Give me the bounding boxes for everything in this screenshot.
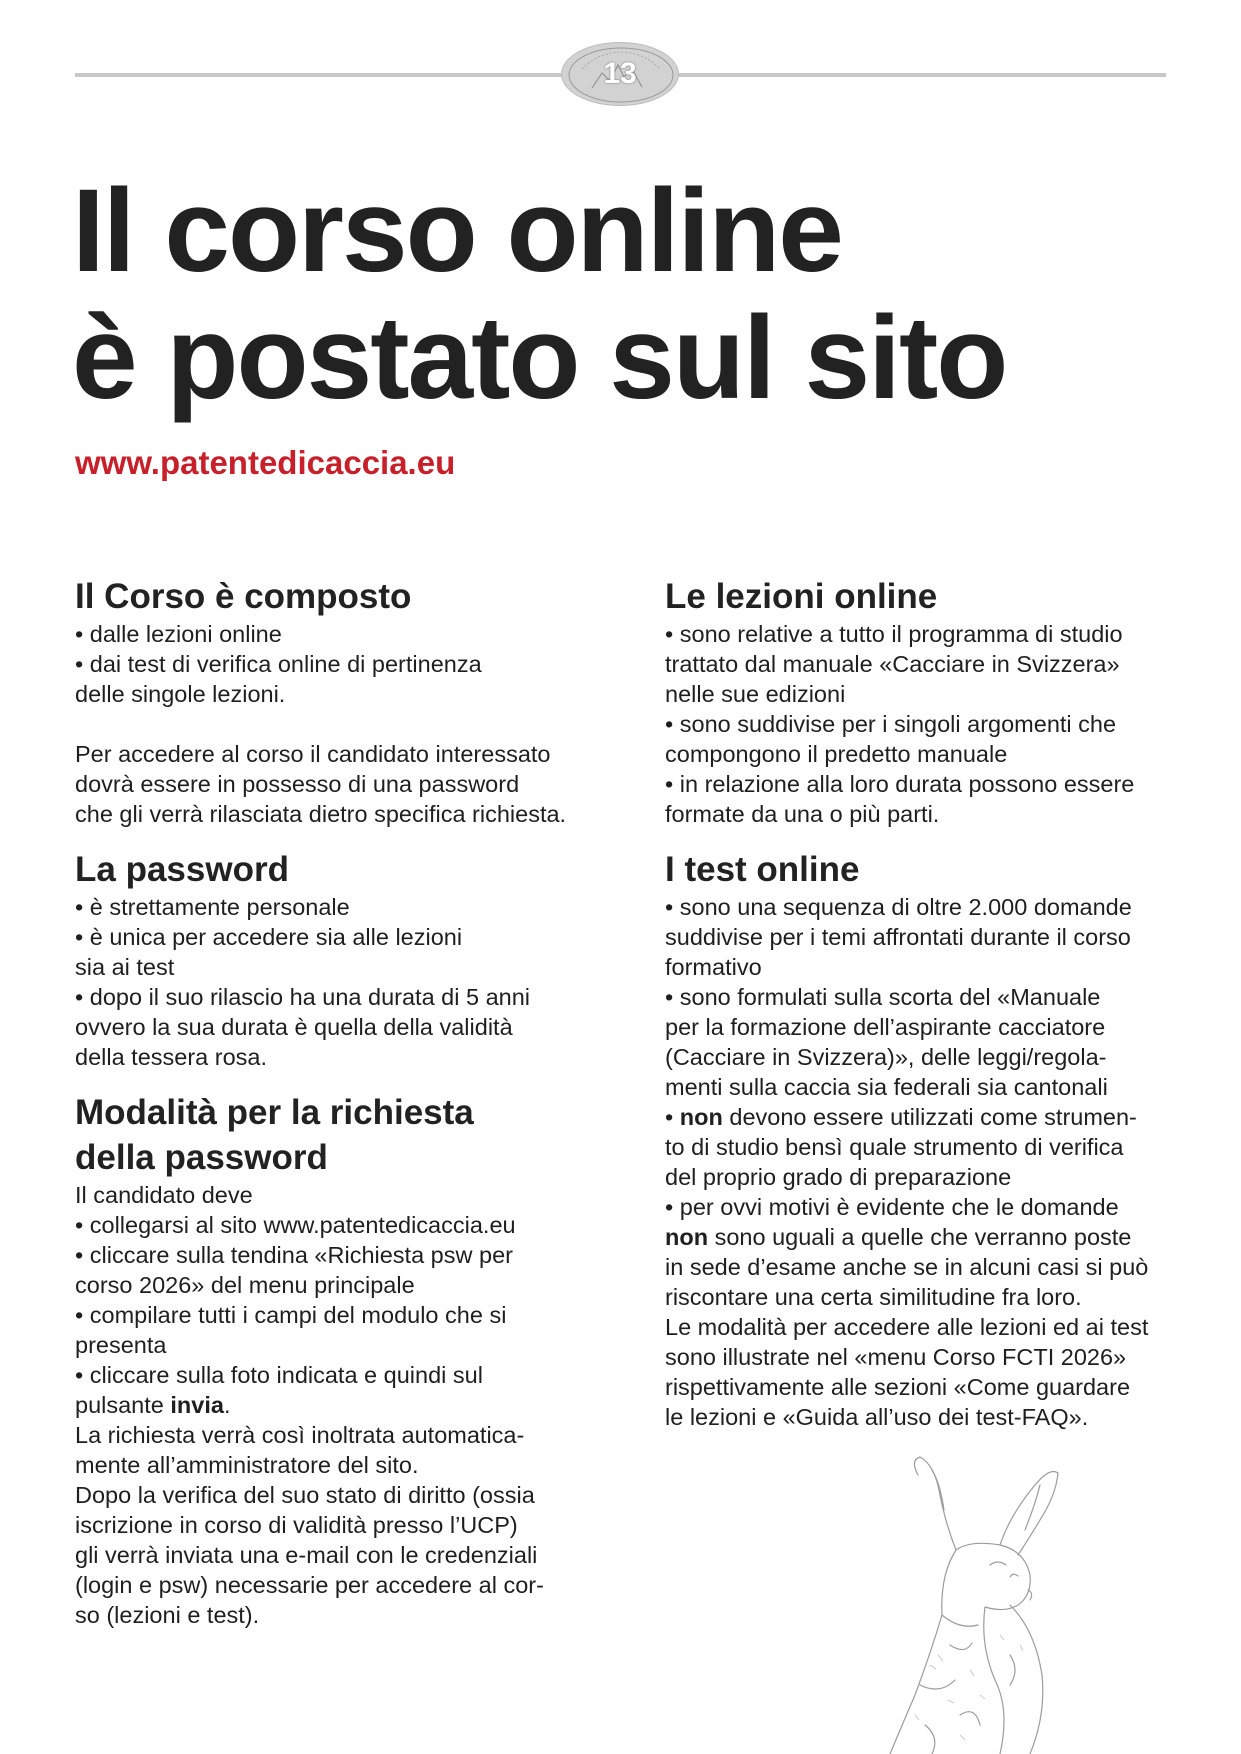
- list-item-continued: presenta: [75, 1332, 167, 1358]
- text-run: pulsante: [75, 1392, 171, 1418]
- list-item: • dopo il suo rilascio ha una durata di 5 anni: [75, 984, 531, 1010]
- text-run: .: [223, 1392, 231, 1418]
- site-url-link[interactable]: www.patentedicaccia.eu: [75, 444, 456, 481]
- list-item: • è strettamente personale: [75, 894, 350, 920]
- title-line-1: Il corso online: [72, 165, 842, 297]
- list-item-continued: sia ai test: [75, 954, 175, 980]
- paragraph-line: gli verrà inviata una e-mail con le credenziali: [75, 1542, 538, 1568]
- list-item-continued: ovvero la sua durata è quella della validità: [75, 1014, 513, 1040]
- list-item: • sono formulati sulla scorta del «Manuale: [665, 984, 1101, 1010]
- right-column: [665, 574, 1185, 1432]
- page-number-badge: [561, 42, 679, 106]
- list-item-continued: in sede d’esame anche se in alcuni casi si può: [665, 1254, 1149, 1280]
- list-item-continued: [665, 1222, 1185, 1252]
- left-column: [75, 574, 615, 1630]
- paragraph-line: sono illustrate nel «menu Corso FCTI 2026»: [665, 1344, 1127, 1370]
- title-line-2: è postato sul sito: [72, 292, 1007, 424]
- list-item: • dai test di verifica online di pertinenza: [75, 651, 482, 677]
- hare-sketch-icon: [860, 1455, 1140, 1754]
- list-item: • è unica per accedere sia alle lezioni: [75, 924, 463, 950]
- list-item-continued: compongono il predetto manuale: [665, 741, 1008, 767]
- paragraph-line: Per accedere al corso il candidato interessato: [75, 741, 551, 767]
- list-item-continued: (Cacciare in Svizzera)», delle leggi/regola-: [665, 1044, 1107, 1070]
- list-item-continued: delle singole lezioni.: [75, 681, 286, 707]
- list-item: • in relazione alla loro durata possono essere: [665, 771, 1135, 797]
- section-heading-corso: Il Corso è composto: [75, 577, 412, 616]
- text-run: •: [665, 1104, 680, 1130]
- list-item-continued: trattato dal manuale «Cacciare in Svizzera»: [665, 651, 1120, 677]
- list-item: • sono suddivise per i singoli argomenti che: [665, 711, 1117, 737]
- section-heading-modalita-line-1: Modalità per la richiesta: [75, 1093, 474, 1132]
- paragraph-line: Le modalità per accedere alle lezioni ed ai test: [665, 1314, 1149, 1340]
- list-item: [665, 1102, 1185, 1132]
- list-item: • cliccare sulla foto indicata e quindi sul: [75, 1362, 483, 1388]
- list-item-continued: menti sulla caccia sia federali sia cantonali: [665, 1074, 1108, 1100]
- paragraph-line: rispettivamente alle sezioni «Come guardare: [665, 1374, 1131, 1400]
- paragraph-line: (login e psw) necessarie per accedere al cor-: [75, 1572, 544, 1598]
- list-item-continued: della tessera rosa.: [75, 1044, 268, 1070]
- text-run: sono uguali a quelle che verranno poste: [708, 1224, 1132, 1250]
- list-item: • dalle lezioni online: [75, 621, 282, 647]
- list-item: • compilare tutti i campi del modulo che si: [75, 1302, 507, 1328]
- paragraph-line: Il candidato deve: [75, 1182, 253, 1208]
- list-item: • per ovvi motivi è evidente che le domande: [665, 1194, 1119, 1220]
- bold-text-invia: invia: [170, 1392, 224, 1418]
- section-heading-password: La password: [75, 850, 289, 889]
- list-item-continued: suddivise per i temi affrontati durante il corso: [665, 924, 1131, 950]
- list-item-continued: to di studio bensì quale strumento di verifica: [665, 1134, 1124, 1160]
- bold-text-non: non: [679, 1104, 723, 1130]
- list-item-continued: del proprio grado di preparazione: [665, 1164, 1012, 1190]
- paragraph-line: dovrà essere in possesso di una password: [75, 771, 520, 797]
- section-heading-test: I test online: [665, 850, 860, 889]
- list-item: • cliccare sulla tendina «Richiesta psw per: [75, 1242, 513, 1268]
- list-item-continued: [75, 1390, 615, 1420]
- section-heading-modalita-line-2: della password: [75, 1138, 328, 1177]
- text-run: devono essere utilizzati come strumen-: [722, 1104, 1137, 1130]
- list-item: • sono una sequenza di oltre 2.000 domande: [665, 894, 1132, 920]
- paragraph-line: La richiesta verrà così inoltrata automatica-: [75, 1422, 525, 1448]
- paragraph-line: Dopo la verifica del suo stato di diritto (ossia: [75, 1482, 535, 1508]
- paragraph-line: so (lezioni e test).: [75, 1602, 260, 1628]
- page-title: [72, 165, 1007, 424]
- list-item: • collegarsi al sito www.patentedicaccia.eu: [75, 1212, 516, 1238]
- paragraph-line: iscrizione in corso di validità presso l’UCP): [75, 1512, 518, 1538]
- list-item-continued: riscontare una certa similitudine fra loro.: [665, 1284, 1082, 1310]
- page-number: 13: [603, 57, 637, 90]
- list-item-continued: corso 2026» del menu principale: [75, 1272, 415, 1298]
- paragraph-line: che gli verrà rilasciata dietro specifica richiesta.: [75, 801, 567, 827]
- paragraph-line: le lezioni e «Guida all’uso dei test-FAQ».: [665, 1404, 1089, 1430]
- bold-text-non: non: [665, 1224, 709, 1250]
- list-item-continued: formate da una o più parti.: [665, 801, 940, 827]
- list-item: • sono relative a tutto il programma di studio: [665, 621, 1123, 647]
- section-heading-lezioni: Le lezioni online: [665, 577, 938, 616]
- list-item-continued: per la formazione dell’aspirante cacciatore: [665, 1014, 1106, 1040]
- paragraph-line: mente all’amministratore del sito.: [75, 1452, 419, 1478]
- list-item-continued: nelle sue edizioni: [665, 681, 846, 707]
- list-item-continued: formativo: [665, 954, 762, 980]
